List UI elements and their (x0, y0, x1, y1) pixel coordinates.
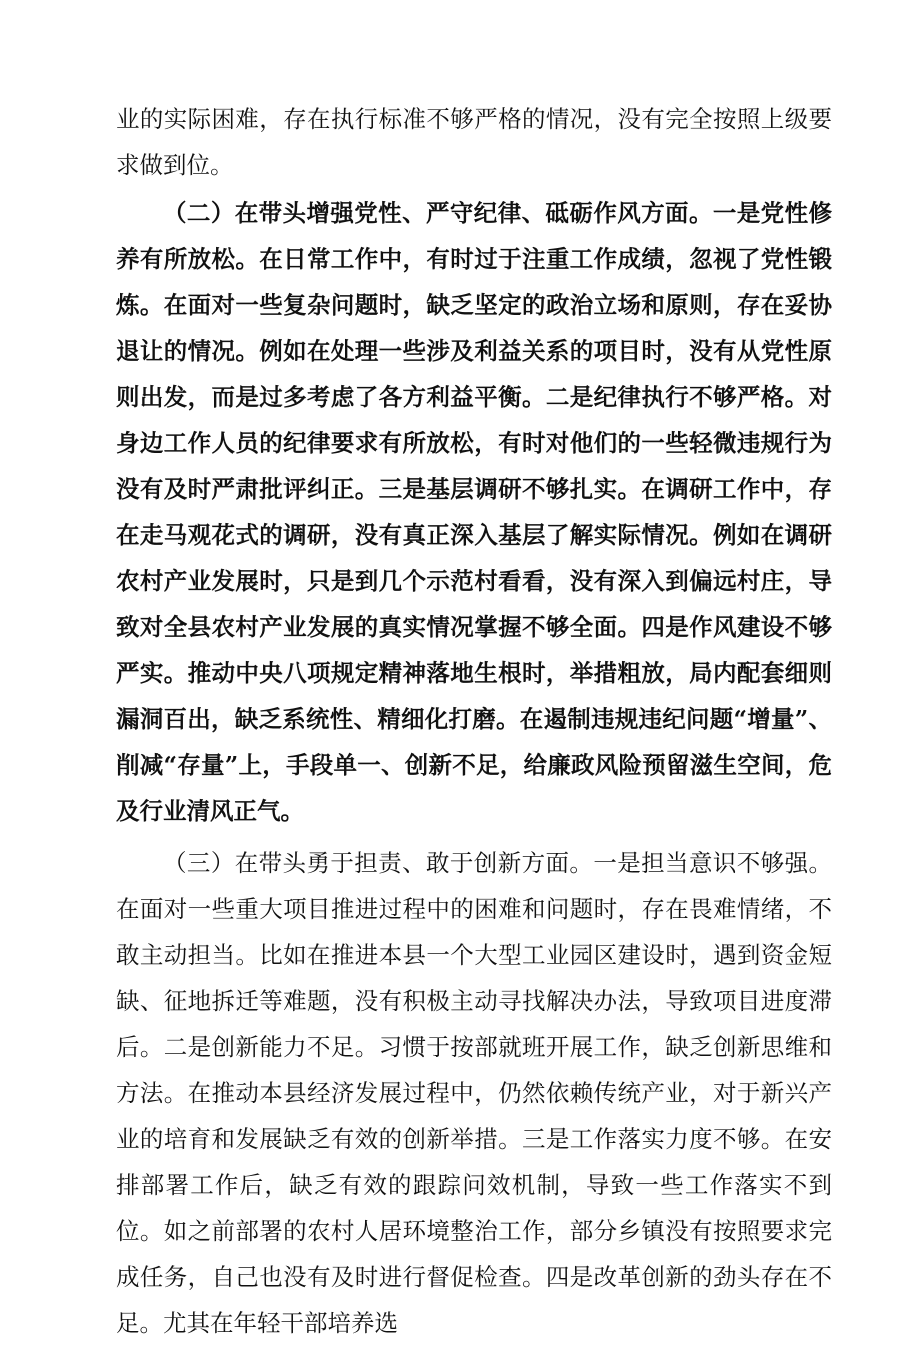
paragraph-section-two: （二）在带头增强党性、严守纪律、砥砺作风方面。一是党性修养有所放松。在日常工作中，有时过于注重工作成绩，忽视了党性锻炼。在面对一些复杂问题时，缺乏坚定的政治立场和原则，存在妥协退让的情况。例如在处理一些涉及利益关系的项目时，没有从党性原则出发，而是过多考虑了各方利益平衡。二是纪律执行不够严格。对身边工作人员的纪律要求有所放松，有时对他们的一些轻微违规行为没有及时严肃批评纠正。三是基层调研不够扎实。在调研工作中，存在走马观花式的调研，没有真正深入基层了解实际情况。例如在调研农村产业发展时，只是到几个示范村看看，没有深入到偏远村庄，导致对全县农村产业发展的真实情况掌握不够全面。四是作风建设不够严实。推动中央八项规定精神落地生根时，举措粗放，局内配套细则漏洞百出，缺乏系统性、精细化打磨。在遏制违规违纪问题“增量”、削减“存量”上，手段单一、创新不足，给廉政风险预留滋生空间，危及行业清风正气。 (116, 199, 832, 825)
paragraph-continuation: 业的实际困难，存在执行标准不够严格的情况，没有完全按照上级要求做到位。 (116, 105, 832, 179)
document-page (116, 96, 832, 1346)
paragraph-section-three: （三）在带头勇于担责、敢于创新方面。一是担当意识不够强。在面对一些重大项目推进过程中的困难和问题时，存在畏难情绪，不敢主动担当。比如在推进本县一个大型工业园区建设时，遇到资金短缺、征地拆迁等难题，没有积极主动寻找解决办法，导致项目进度滞后。二是创新能力不足。习惯于按部就班开展工作，缺乏创新思维和方法。在推动本县经济发展过程中，仍然依赖传统产业，对于新兴产业的培育和发展缺乏有效的创新举措。三是工作落实力度不够。在安排部署工作后，缺乏有效的跟踪问效机制，导致一些工作落实不到位。如之前部署的农村人居环境整治工作，部分乡镇没有按照要求完成任务，自己也没有及时进行督促检查。四是改革创新的劲头存在不足。尤其在年轻干部培养选 (116, 849, 832, 1337)
